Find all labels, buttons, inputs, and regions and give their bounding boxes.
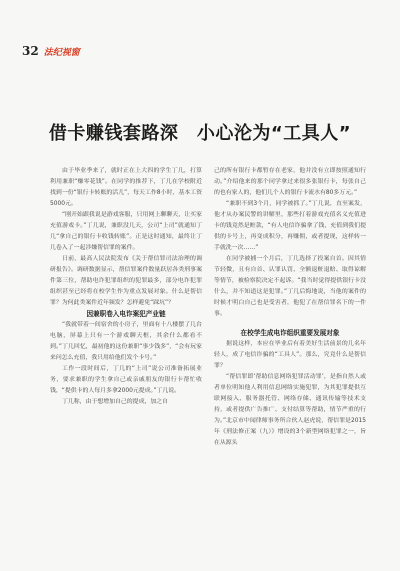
page-number: 32 <box>22 44 39 58</box>
left-column <box>50 166 202 408</box>
paragraph: 据说这样，本应在毕业后有着美好生活前景的几名年轻人，成了电信诈骗的“工具人”。那么，究竟什么是帮信罪？ <box>214 341 366 369</box>
right-column <box>214 166 366 449</box>
paragraph: 在同学被捕一个月后，丁几选择了投案自首。因其情节轻微，且有自首、认罪认罚、全额退赃退赔、取得谅解等情节，被检察院决定不起诉。“我当时觉得提供银行卡没什么，并不知道这是犯罪。”丁几后悔地说，当他的案件的时候才明白自己也是受害者，他犯了在帮信罪名下的一件事。 <box>214 256 366 317</box>
page-header <box>22 44 80 58</box>
paragraph: 由于毕业季来了，就时正在上大四的学生丁几，打算利用兼职“赚零花钱”。在同学的推荐下，丁几在学校附近找到一份“银行卡转账的活儿”，每天工作8小时，基本工资5000元。 <box>50 168 202 207</box>
section-label: 法纪视窗 <box>43 47 80 58</box>
subheading: 在校学生成电诈组织重要发展对象 <box>240 329 340 337</box>
paragraph: 己的所有银行卡都暂存在老家，他并没有立即按照通知行动。”介绍他来的那个同学拿过来很多张银行卡，每张自己的也有家人的，他们几个人的银行卡流水有80多万元。” <box>214 168 366 196</box>
paragraph: “刚开始跟我说是游戏客服，只用网上聊聊天，让买家充值游戏卡。”丁几说，兼职没几天，公司“上司”就通知丁几“拿自己的银行卡收钱转账”。正是这时通知，最终让丁几卷入了一起涉嫌帮信罪的案件。 <box>50 212 202 251</box>
paragraph: “帮信罪即‘帮助信息网络犯罪活动罪’，是指自然人或者单位明知他人利用信息网络实施犯罪，为其犯罪提供互联网接入、服务器托管、网络存储、通讯传输等技术支持，或者提供广告推广、支付结算等帮助，情节严重的行为。”北京市中闻律师事务所合伙人赵虎说，帮信罪是2015年《刑法修正案（九）》增设的3个新型网络犯罪之一，旨在从源头 <box>214 374 366 446</box>
paragraph: 丁几称，由于想增加自己的提成，加之自 <box>62 399 169 405</box>
paragraph: 工作一段时间后，丁几的“上司”说公司准备拓展业务，要求兼职的学生拿自己或亲戚朋友的银行卡帮忙收钱，“提供卡的人每月多拿2000元提成。”丁几说。 <box>50 366 202 394</box>
paragraph: “兼职不到3个月，同学被抓了。”丁几说，直至案发，他才从办案民警的讲解里，那些打着游戏充值名义充值进卡的钱竟然是赃款，“有人电信诈骗拿了钱，充值到我们提供的卡号上，再变成积分，再赚佣，或者提现，这样转一手就洗一次……” <box>214 201 366 251</box>
subheading: 因兼职卷入电诈案犯产业链 <box>86 310 166 318</box>
paragraph: 日前，最高人民法院发布《关于帮信罪司法治理的调研报告》。调研数据显示，帮信罪案件数量跃居各类刑事案件第三位，帮助电诈犯罪组织的犯罪最多，部分电诈犯罪组织甚至已经将在校学生作为重点发展对象。什么是帮信罪？为何此类案件近年频发？怎样避免“踩坑”？ <box>50 256 202 306</box>
paragraph: “我就带着一间宿舍的小房子，里面有十八楼摆了几台电脑，屏幕上只有一个游戏聊天框，其余什么都看不到。”丁几回忆，最初他的这份兼职“事少钱多”，“会有玩家来问怎么充值，我只用给他们发个卡号。” <box>50 322 202 361</box>
article-title: 借卡赚钱套路深 小心沦为“工具人” <box>48 123 352 144</box>
